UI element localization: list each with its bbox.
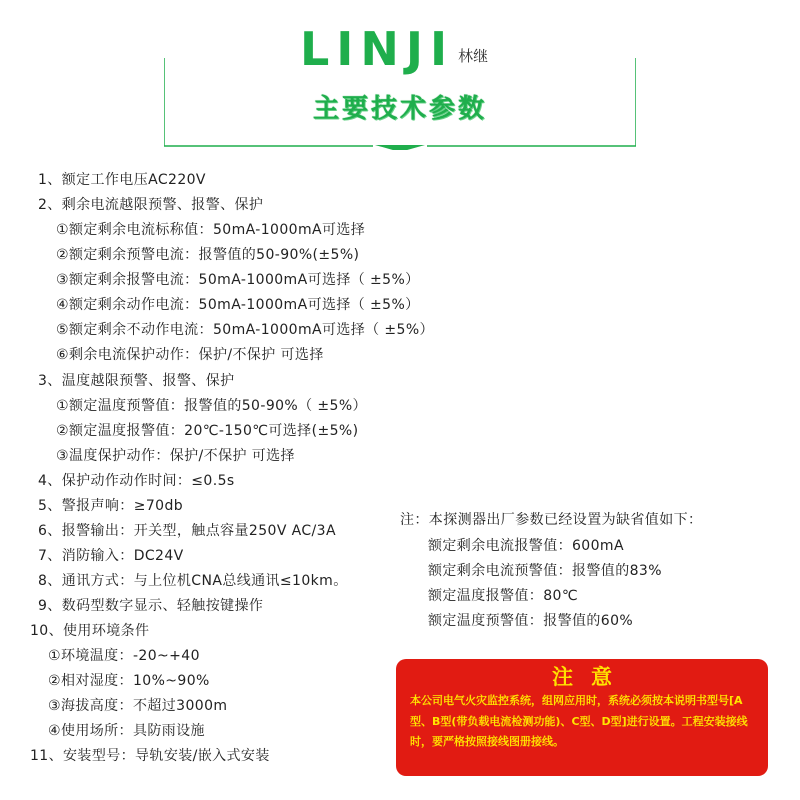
spec-line: 6、报警输出：开关型，触点容量250V AC/3A: [38, 523, 336, 539]
title-pointer-icon: [375, 145, 425, 150]
spec-subline: ②相对湿度：10%~90%: [48, 673, 210, 689]
spec-subline: ④使用场所：具防雨设施: [48, 723, 205, 739]
spec-line: 3、温度越限预警、报警、保护: [38, 373, 235, 389]
spec-subline: ④额定剩余动作电流：50mA-1000mA可选择（ ±5%）: [56, 297, 420, 313]
spec-subline: ①额定剩余电流标称值：50mA-1000mA可选择: [56, 222, 366, 238]
page-title: 主要技术参数: [312, 94, 487, 124]
logo-chinese-name: 林继: [458, 47, 489, 65]
note-item: 额定剩余电流预警值：报警值的83%: [428, 563, 662, 579]
spec-subline: ③温度保护动作：保护/不保护 可选择: [56, 448, 295, 464]
spec-line: 4、保护动作动作时间：≤0.5s: [38, 473, 235, 489]
warning-box: [396, 659, 768, 776]
spec-line: 11、安装型号：导轨安装/嵌入式安装: [30, 748, 270, 764]
spec-subline: ⑤额定剩余不动作电流：50mA-1000mA可选择（ ±5%）: [56, 322, 434, 338]
logo-wordmark: LINJI: [300, 22, 455, 76]
spec-subline: ①环境温度：-20~+40: [48, 648, 200, 664]
spec-subline: ②额定温度报警值：20℃-150℃可选择(±5%): [56, 423, 359, 439]
warning-title: 注意: [552, 665, 630, 689]
spec-line: 5、警报声响：≥70db: [38, 498, 184, 514]
note-item: 额定温度报警值：80℃: [428, 588, 578, 604]
spec-line: 2、剩余电流越限预警、报警、保护: [38, 197, 264, 213]
spec-subline: ③海拔高度：不超过3000m: [48, 698, 228, 714]
spec-line: 1、额定工作电压AC220V: [38, 172, 206, 188]
note-item: 额定温度预警值：报警值的60%: [428, 613, 634, 629]
spec-subline: ②额定剩余预警电流：报警值的50-90%(±5%): [56, 247, 360, 263]
spec-line: 9、数码型数字显示、轻触按键操作: [38, 598, 264, 614]
note-heading: 注：本探测器出厂参数已经设置为缺省值如下：: [400, 512, 703, 528]
note-item: 额定剩余电流报警值：600mA: [428, 538, 624, 554]
spec-line: 8、通讯方式：与上位机CNA总线通讯≤10km。: [38, 573, 348, 589]
spec-line: 10、使用环境条件: [30, 623, 150, 639]
warning-text: 本公司电气火灾监控系统，组网应用时，系统必须按本说明书型号[A型、B型(带负载电流检测功能)、C型、D型]进行设置。工程安装接线时，要严格按照接线图册接线。: [410, 694, 748, 748]
spec-subline: ③额定剩余报警电流：50mA-1000mA可选择（ ±5%）: [56, 272, 420, 288]
spec-line: 7、消防输入：DC24V: [38, 548, 184, 564]
spec-subline: ①额定温度预警值：报警值的50-90%（ ±5%）: [56, 398, 367, 414]
spec-subline: ⑥剩余电流保护动作：保护/不保护 可选择: [56, 347, 324, 363]
